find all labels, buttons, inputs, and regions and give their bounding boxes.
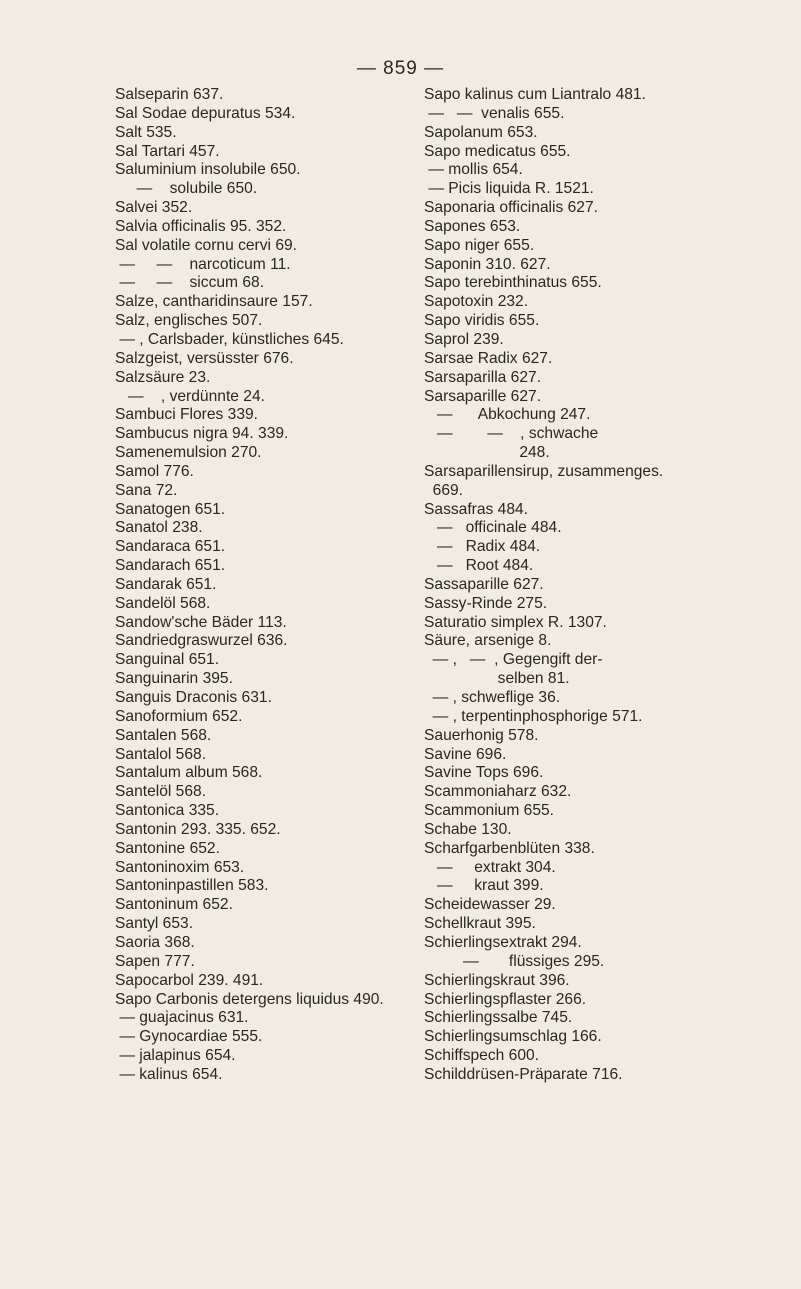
index-entry: — , — , Gegengift der- [424, 651, 603, 669]
index-entry: Savine Tops 696. [424, 764, 544, 782]
index-entry: — , terpentinphosphorige 571. [424, 707, 643, 725]
index-entry: — mollis 654. [424, 161, 523, 179]
index-entry: Salvei 352. [115, 199, 193, 217]
index-entry: — jalapinus 654. [115, 1047, 236, 1065]
index-entry: Sandelöl 568. [115, 594, 211, 612]
index-entry: — flüssiges 295. [424, 952, 605, 970]
index-entry: Salzgeist, versüsster 676. [115, 349, 294, 367]
index-entry: Santonica 335. [115, 802, 220, 820]
index-entry: 669. [424, 481, 464, 499]
index-entry: Salseparin 637. [115, 86, 224, 103]
index-entry: Sapocarbol 239. 491. [115, 971, 264, 989]
index-entry: Salzsäure 23. [115, 368, 211, 386]
index-entry: Sassaparille 627. [424, 575, 544, 593]
index-entry: Sanguinal 651. [115, 651, 220, 669]
index-entry: Salze, cantharidinsaure 157. [115, 293, 313, 311]
index-entry: Säure, arsenige 8. [424, 632, 552, 650]
index-entry: Salvia officinalis 95. 352. [115, 217, 287, 235]
index-entry: Scammoniaharz 632. [424, 783, 572, 801]
index-entry: Schierlingskraut 396. [424, 971, 570, 989]
index-entry: Samol 776. [115, 462, 194, 480]
index-entry: Santyl 653. [115, 915, 194, 933]
index-entry: Sanatol 238. [115, 519, 203, 537]
index-entry: Sandarach 651. [115, 557, 226, 575]
index-entry: Sapo niger 655. [424, 236, 535, 254]
index-entry: Sanguis Draconis 631. [115, 689, 272, 706]
index-entry: — , Carlsbader, künstliches 645. [115, 330, 344, 348]
index-entry: Saturatio simplex R. 1307. [424, 613, 607, 631]
index-entry: Sanoformium 652. [115, 707, 243, 725]
index-entry: — kraut 399. [424, 877, 544, 895]
index-entry: Scammonium 655. [424, 802, 555, 820]
index-entry: — Gynocardiae 555. [115, 1028, 263, 1046]
index-entry: Santonine 652. [115, 839, 220, 857]
index-entry: Sarsaparillensirup, zusammenges. [424, 462, 664, 480]
index-entry: Schiffspech 600. [424, 1047, 540, 1065]
index-column-right [424, 86, 770, 1085]
index-entry: Schierlingsumschlag 166. [424, 1028, 602, 1046]
index-entry: Sal Sodae depuratus 534. [115, 104, 296, 122]
index-entry: selben 81. [424, 670, 570, 688]
index-entry: — — , schwache [424, 425, 599, 443]
index-entry: Saprol 239. [424, 330, 504, 348]
index-entry: Santalen 568. [115, 726, 212, 744]
index-entry: Sapolanum 653. [424, 123, 538, 141]
index-entry: Sapo Carbonis detergens liquidus 490. [115, 990, 384, 1008]
index-entry: 248. [424, 444, 550, 462]
index-entry: — extrakt 304. [424, 858, 556, 876]
index-entry: Sapo medicatus 655. [424, 142, 571, 160]
index-entry: Sapo viridis 655. [424, 312, 540, 330]
index-entry: Salt 535. [115, 123, 177, 141]
index-entry: Schierlingsextrakt 294. [424, 933, 582, 951]
index-entry: Schierlingspflaster 266. [424, 990, 587, 1008]
index-entry: Sapones 653. [424, 217, 521, 235]
index-entry: — — narcoticum 11. [115, 255, 291, 273]
index-entry: Saponaria officinalis 627. [424, 199, 598, 217]
index-entry: Schilddrüsen-Präparate 716. [424, 1065, 623, 1083]
index-entry: Sapen 777. [115, 952, 195, 970]
index-entry: Santoninpastillen 583. [115, 877, 269, 895]
index-entry: — Abkochung 247. [424, 406, 591, 424]
page-number: — 859 — [356, 58, 445, 79]
index-entry: Sapo terebinthinatus 655. [424, 274, 602, 292]
index-entry: Scheidewasser 29. [424, 896, 556, 914]
index-entry: Santelöl 568. [115, 783, 207, 801]
index-entry: — kalinus 654. [115, 1065, 223, 1083]
index-entry: Sambucus nigra 94. 339. [115, 425, 289, 443]
index-entry: — Picis liquida R. 1521. [424, 180, 594, 198]
index-entry: Sauerhonig 578. [424, 726, 539, 744]
index-entry: — — venalis 655. [424, 104, 565, 122]
index-entry: Savine 696. [424, 745, 507, 763]
index-entry: Sal Tartari 457. [115, 142, 220, 160]
index-entry: Sandow'sche Bäder 113. [115, 613, 287, 631]
index-entry: Schierlingssalbe 745. [424, 1009, 573, 1027]
index-entry: Sarsaparilla 627. [424, 368, 542, 386]
index-entry: Sandarak 651. [115, 575, 217, 593]
index-entry: Sassafras 484. [424, 500, 529, 518]
index-entry: Sapotoxin 232. [424, 293, 529, 311]
index-column-left [115, 86, 461, 1085]
index-entry: Sana 72. [115, 481, 178, 499]
index-entry: — — siccum 68. [115, 274, 265, 292]
index-entry: Saponin 310. 627. [424, 255, 551, 273]
index-entry: Sassy-Rinde 275. [424, 594, 548, 612]
index-entry: — , verdünnte 24. [115, 387, 265, 405]
index-entry: — solubile 650. [115, 180, 258, 198]
index-entry: Santalum album 568. [115, 764, 263, 782]
index-entry: — Root 484. [424, 557, 534, 575]
index-entry: — officinale 484. [424, 519, 562, 537]
index-entry: Saoria 368. [115, 933, 195, 951]
index-entry: Sarsaparille 627. [424, 387, 542, 405]
index-entry: Schabe 130. [424, 820, 512, 838]
index-entry: Santonin 293. 335. 652. [115, 820, 281, 838]
index-entry: Sandaraca 651. [115, 538, 226, 556]
index-entry: Samenemulsion 270. [115, 444, 262, 462]
index-entry: Scharfgarbenblüten 338. [424, 839, 595, 857]
index-entry: Santalol 568. [115, 745, 207, 763]
index-entry: Santoninum 652. [115, 896, 233, 914]
index-entry: Schellkraut 395. [424, 915, 536, 933]
index-entry: Sanatogen 651. [115, 500, 226, 518]
index-entry: Salz, englisches 507. [115, 312, 263, 330]
index-entry: — , schweflige 36. [424, 689, 561, 706]
index-entry: Sanguinarin 395. [115, 670, 233, 688]
index-entry: Sarsae Radix 627. [424, 349, 553, 367]
index-entry: Santoninoxim 653. [115, 858, 245, 876]
index-entry: Sal volatile cornu cervi 69. [115, 236, 298, 254]
index-entry: Sapo kalinus cum Liantralo 481. [424, 86, 646, 103]
index-entry: — guajacinus 631. [115, 1009, 249, 1027]
index-entry: Sandriedgraswurzel 636. [115, 632, 288, 650]
index-entry: — Radix 484. [424, 538, 541, 556]
index-entry: Sambuci Flores 339. [115, 406, 259, 424]
index-entry: Saluminium insolubile 650. [115, 161, 301, 179]
